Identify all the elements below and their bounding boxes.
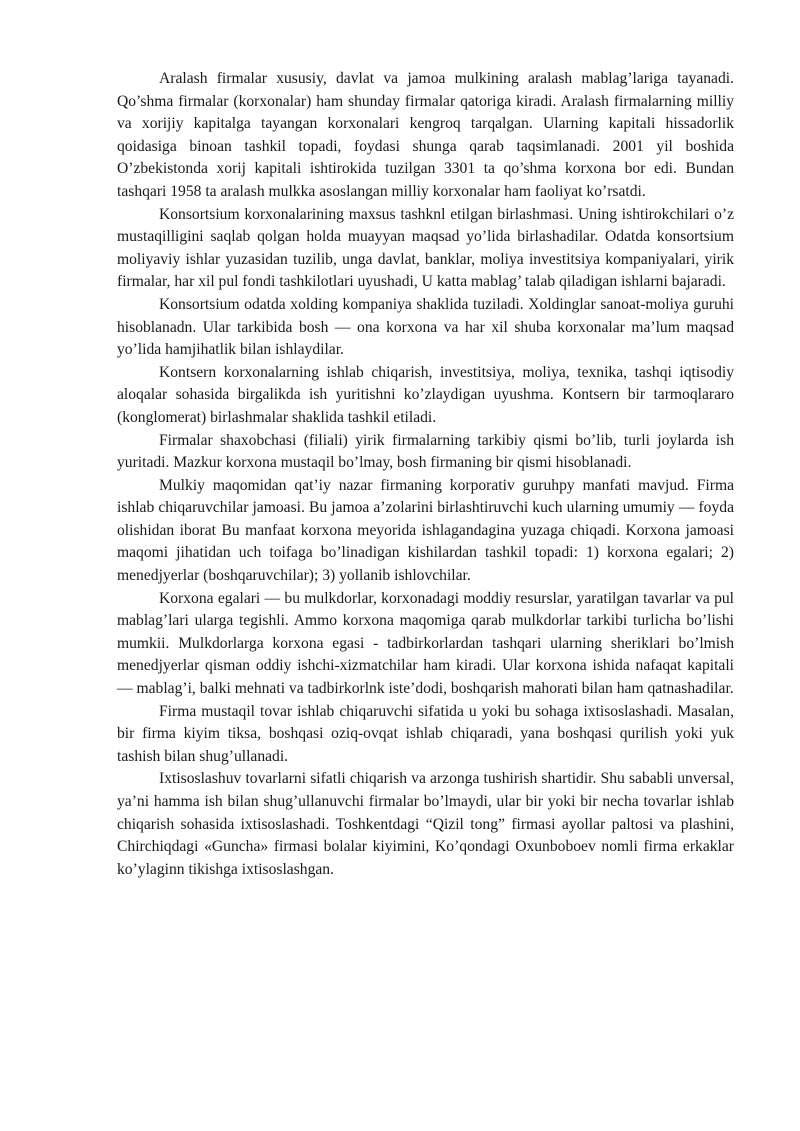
paragraph-consortium: Konsortsium korxonalarining maxsus tashknl etilgan birlashmasi. Uning ishtirokchilari o’z mustaqilligini saqlab qolgan holda muayyan maqsad yo’lida birlashadilar. Odatda konsortsium moliyaviy ishlar yuzasidan tuzilib, unga davlat, banklar, moliya investitsiya kompaniyalari, yirik firmalar, har xil pul fondi tashkilotlari uyushadi, U katta mablag’ talab qiladigan ishlarni bajaradi. — [117, 205, 734, 291]
paragraph-specialization: Firma mustaqil tovar ishlab chiqaruvchi sifatida u yoki bu sohaga ixtisoslashadi. Masalan, bir firma kiyim tiksa, boshqasi oziq-ovqat ishlab chiqaradi, yana boshqasi qurilish yoki yuk tashish bilan shug’ullanadi. — [117, 702, 734, 765]
paragraph-mixed-firms: Aralash firmalar xususiy, davlat va jamoa mulkining aralash mablag’lariga tayanadi. Qo’shma firmalar (korxonalar) ham shunday firmalar qatoriga kiradi. Aralash firmalarning milliy va xorijiy kapitalga tayangan korxonalari kengroq tarqalgan. Ularning kapitali hissadorlik qoidasiga binoan tashkil topadi, foydasi shunga qarab taqsimlanadi. 2001 yil boshida O’zbekistonda xorij kapitali ishtirokida tuzilgan 3301 ta qo’shma korxona bor edi. Bundan tashqari 1958 ta aralash mulkka asoslangan milliy korxonalar ham faoliyat ko’rsatdi. — [117, 70, 734, 200]
paragraph-corporate-interest: Mulkiy maqomidan qat’iy nazar firmaning korporativ guruhpy manfati mavjud. Firma ishlab chiqaruvchilar jamoasi. Bu jamoa a’zolarini birlashtiruvchi kuch ularning umumiy — foyda olishidan iborat Bu manfaat korxona meyorida ishlagandagina yuzaga chiqadi. Korxona jamoasi maqomi jihatidan uch toifaga bo’linadigan kishilardan tashkil topadi: 1) korxona egalari; 2) menedjyerlar (boshqaruvchilar); 3) yollanib ishlovchilar. — [117, 476, 734, 585]
paragraph-specialization-examples: Ixtisoslashuv tovarlarni sifatli chiqarish va arzonga tushirish shartidir. Shu sababli unversal, ya’ni hamma ish bilan shug’ullanuvchi firmalar bo’lmaydi, ular bir yoki bir necha tovarlar ishlab chiqarish sohasida ixtisoslashadi. Toshkentdagi “Qizil tong” firmasi ayollar paltosi va plashini, Chirchiqdagi «Guncha» firmasi bolalar kiyimini, Ko’qondagi Oxunboboev nomli firma erkaklar ko’ylaginn tikishga ixtisoslashgan. — [117, 770, 734, 878]
paragraph-holding: Konsortsium odatda xolding kompaniya shaklida tuziladi. Xoldinglar sanoat-moliya guruhi hisoblanadn. Ular tarkibida bosh — ona korxona va har xil shuba korxonalar ma’lum maqsad yo’lida hamjihatlik bilan ishlaydilar. — [117, 295, 734, 359]
document-page — [117, 68, 734, 881]
paragraph-owners: Korxona egalari — bu mulkdorlar, korxonadagi moddiy resurslar, yaratilgan tavarlar va pul mablag’lari ularga tegishli. Ammo korxona maqomiga qarab mulkdorlar tarkibi turlicha bo’lishi mumkii. Mulkdorlarga korxona egasi - tadbirkorlardan tashqari ularning sheriklari bo’lmish menedjyerlar qisman oddiy ishchi-xizmatchilar ham kiradi. Ular korxona ishida nafaqat kapitali — mablag’i, balki mehnati va tadbirkorlnk iste’dodi, boshqarish mahorati bilan ham qatnashadilar. — [117, 589, 734, 698]
paragraph-concern: Kontsern korxonalarning ishlab chiqarish, investitsiya, moliya, texnika, tashqi iqtisodiy aloqalar sohasida birgalikda ish yuritishni ko’zlaydigan uyushma. Kontsern bir tarmoqlararo (konglomerat) birlashmalar shaklida tashkil etiladi. — [117, 363, 734, 426]
paragraph-branch: Firmalar shaxobchasi (filiali) yirik firmalarning tarkibiy qismi bo’lib, turli joylarda ish yuritadi. Mazkur korxona mustaqil bo’lmay, bosh firmaning bir qismi hisoblanadi. — [117, 431, 734, 472]
